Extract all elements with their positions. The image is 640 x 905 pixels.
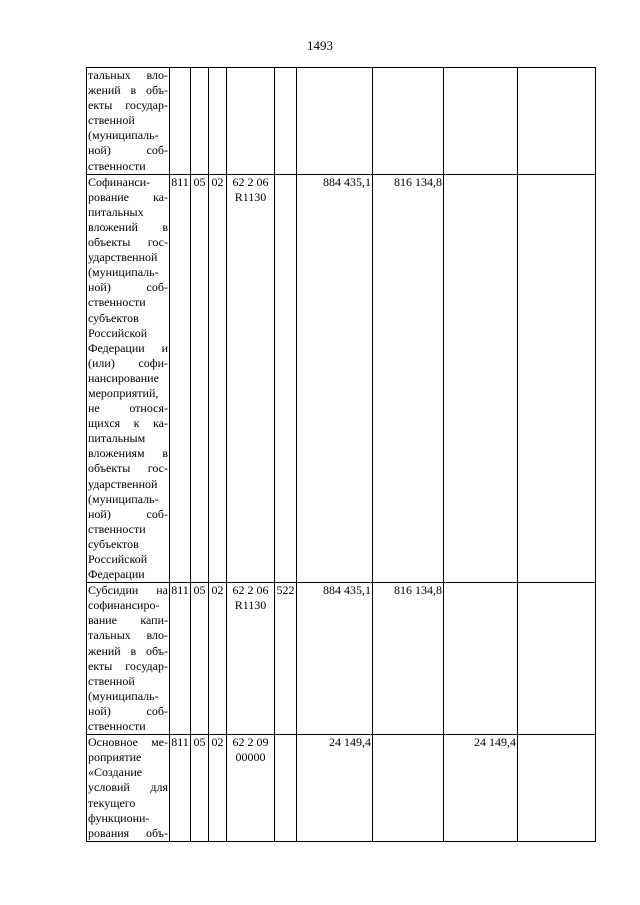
amount-1-cell: 884 435,1 — [297, 174, 373, 583]
name-line: Федерации и — [88, 340, 168, 355]
name-line: Софинанси- — [88, 174, 151, 189]
subsection-cell — [209, 68, 227, 175]
ministry-cell: 811 — [170, 174, 191, 583]
name-line: Федерации — [88, 567, 145, 582]
name-line: жений в объ- — [88, 643, 168, 658]
name-line: ственности — [88, 158, 146, 173]
name-line: «Создание — [88, 765, 143, 780]
row-name-cell — [87, 68, 170, 175]
name-line: вложений в — [88, 219, 168, 234]
name-line: не относя- — [88, 401, 168, 416]
name-line: рования объ- — [88, 825, 168, 840]
name-line: ственности — [88, 719, 146, 734]
budget-table — [86, 67, 596, 842]
name-line: ной) соб- — [88, 280, 168, 295]
table-row — [87, 174, 596, 583]
target-article-cell: 62 2 06 R1130 — [227, 583, 275, 735]
name-line: функциони- — [88, 810, 150, 825]
target-article-cell: 62 2 06 R1130 — [227, 174, 275, 583]
amount-2-cell: 816 134,8 — [373, 583, 444, 735]
section-cell: 05 — [191, 735, 209, 842]
subsection-cell: 02 — [209, 174, 227, 583]
name-line: тальных вло- — [88, 68, 168, 82]
ministry-cell — [170, 68, 191, 175]
name-line: питальным — [88, 431, 146, 446]
ministry-cell: 811 — [170, 735, 191, 842]
name-line: Российской — [88, 552, 148, 566]
amount-4-cell — [518, 735, 596, 842]
amount-3-cell — [444, 68, 518, 175]
page-number: 1493 — [307, 38, 333, 53]
name-line: ной) соб- — [88, 143, 168, 158]
name-line: ной) соб- — [88, 703, 168, 718]
name-line: ственности — [88, 295, 146, 310]
section-cell: 05 — [191, 583, 209, 735]
name-line: (или) софи- — [88, 355, 168, 370]
ministry-cell: 811 — [170, 583, 191, 735]
target-article-cell: 62 2 09 00000 — [227, 735, 275, 842]
name-line: вложениям в — [88, 446, 168, 461]
amount-4-cell — [518, 174, 596, 583]
name-line: екты государ- — [88, 98, 168, 113]
amount-1-cell — [297, 68, 373, 175]
name-line: ственности — [88, 521, 146, 536]
name-line: нансирование — [88, 370, 159, 385]
target-article-cell — [227, 68, 275, 175]
name-line: ной) соб- — [88, 506, 168, 521]
expense-type-cell — [275, 735, 297, 842]
amount-2-cell: 816 134,8 — [373, 174, 444, 583]
table-row — [87, 68, 596, 175]
amount-1-cell: 884 435,1 — [297, 583, 373, 735]
amount-3-cell — [444, 174, 518, 583]
name-line: екты государ- — [88, 658, 168, 673]
row-name-cell — [87, 174, 170, 583]
name-line: вание капи- — [88, 613, 168, 628]
name-line: Основное ме- — [88, 735, 168, 750]
section-cell — [191, 68, 209, 175]
name-line: (муниципаль- — [88, 128, 159, 143]
name-line: (муниципаль- — [88, 491, 159, 506]
name-line: питальных — [88, 204, 144, 219]
name-line: Российской — [88, 325, 148, 340]
subsection-cell: 02 — [209, 735, 227, 842]
name-line: ударственной — [88, 476, 158, 491]
name-line: тальных вло- — [88, 628, 168, 643]
row-name-cell — [87, 735, 170, 842]
name-line: ственной — [88, 673, 135, 688]
name-line: ударственной — [88, 250, 158, 265]
name-line: объекты гос- — [88, 235, 168, 250]
row-name-cell — [87, 583, 170, 735]
table-row — [87, 583, 596, 735]
amount-4-cell — [518, 583, 596, 735]
name-line: текущего — [88, 795, 136, 810]
name-line: (муниципаль- — [88, 265, 159, 280]
name-line: субъектов — [88, 310, 139, 325]
amount-3-cell — [444, 583, 518, 735]
amount-2-cell — [373, 68, 444, 175]
name-line: Субсидии на — [88, 583, 168, 598]
name-line: софинансиро- — [88, 598, 160, 613]
name-line: ственной — [88, 113, 135, 128]
name-line: объекты гос- — [88, 461, 168, 476]
name-line: роприятие — [88, 750, 142, 765]
amount-2-cell — [373, 735, 444, 842]
name-line: условий для — [88, 780, 168, 795]
subsection-cell: 02 — [209, 583, 227, 735]
expense-type-cell — [275, 174, 297, 583]
name-line: субъектов — [88, 536, 139, 551]
section-cell: 05 — [191, 174, 209, 583]
amount-1-cell: 24 149,4 — [297, 735, 373, 842]
name-line: жений в объ- — [88, 83, 168, 98]
table-row — [87, 735, 596, 842]
name-line: (муниципаль- — [88, 688, 159, 703]
expense-type-cell: 522 — [275, 583, 297, 735]
name-line: рование ка- — [88, 189, 168, 204]
expense-type-cell — [275, 68, 297, 175]
name-line: мероприятий, — [88, 385, 159, 400]
name-line: щихся к ка- — [88, 416, 168, 431]
amount-3-cell: 24 149,4 — [444, 735, 518, 842]
amount-4-cell — [518, 68, 596, 175]
